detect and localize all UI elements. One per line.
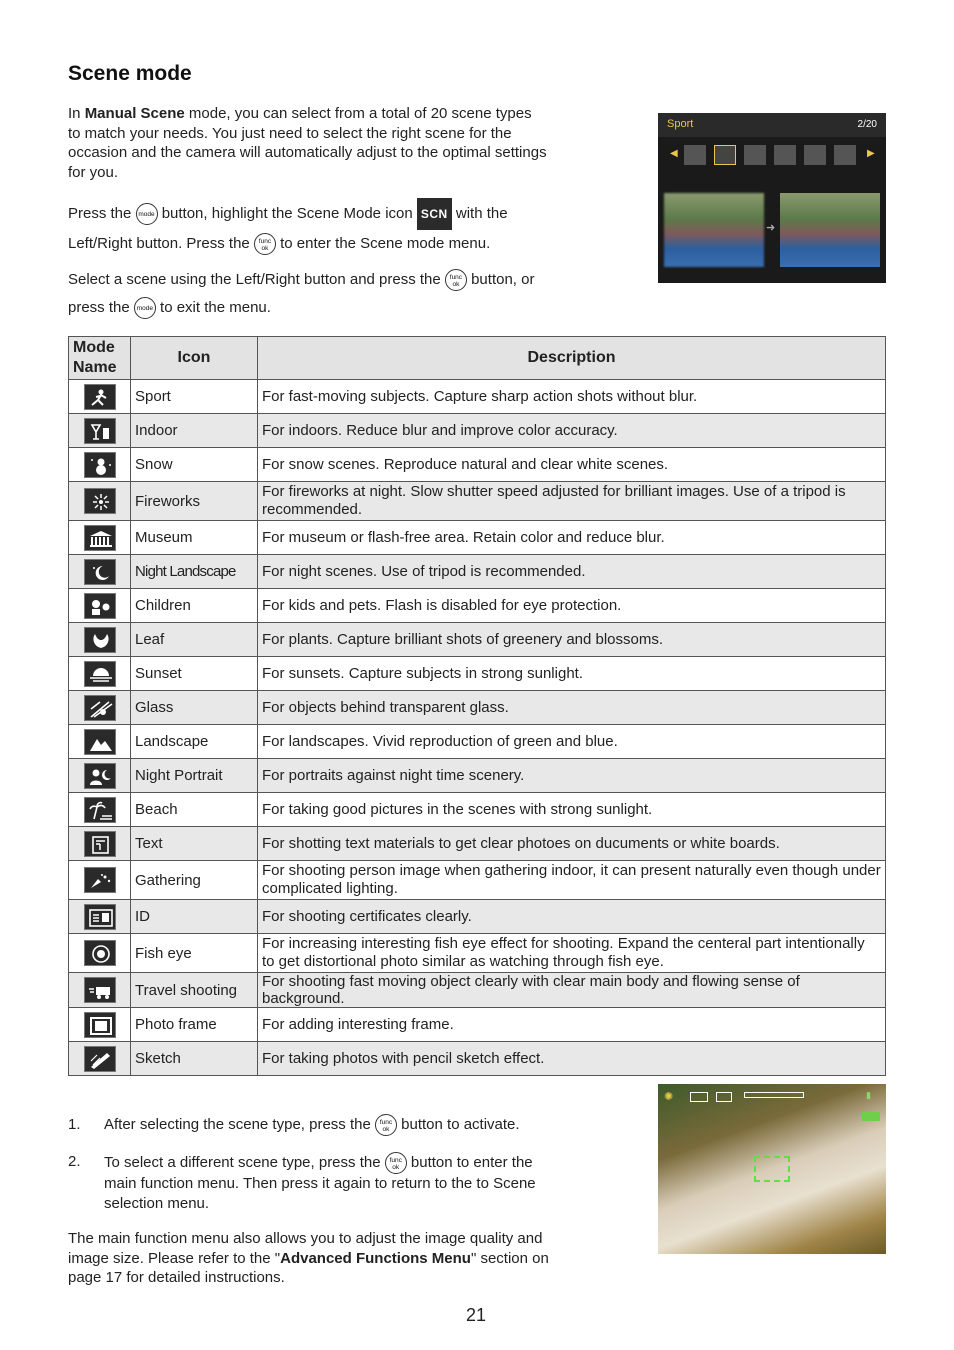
mode-button-icon: mode [134, 297, 156, 319]
icon-cell [69, 448, 131, 482]
mode-name: Photo frame [131, 1008, 258, 1042]
icon-cell [69, 934, 131, 973]
table-row [69, 414, 886, 448]
mode-description: For plants. Capture brilliant shots of greenery and blossoms. [258, 623, 886, 657]
scene-thumb-icon [834, 145, 856, 165]
scene-thumb-selected-icon [714, 145, 736, 165]
mode-name: Night Portrait [131, 759, 258, 793]
indoor-icon [84, 418, 116, 444]
icon-cell [69, 827, 131, 861]
battery-icon [862, 1112, 880, 1121]
table-row [69, 1042, 886, 1076]
func-ok-button-icon: func ok [254, 233, 276, 255]
mode-button-icon: mode [136, 203, 158, 225]
leaf-icon [84, 627, 116, 653]
icon-cell [69, 900, 131, 934]
camera-scene-screen [658, 113, 886, 283]
step-item: 2. To select a different scene type, press the func ok button to enter the main function menu. Then press it again to return to the to Scene selection menu. [68, 1153, 536, 1212]
focus-icon [690, 1092, 708, 1102]
table-row [69, 759, 886, 793]
mode-description: For museum or flash-free area. Retain color and reduce blur. [258, 521, 886, 555]
icon-cell [69, 793, 131, 827]
mode-description: For shooting fast moving object clearly with clear main body and flowing sense of background. [258, 973, 886, 1008]
mode-description: For landscapes. Vivid reproduction of green and blue. [258, 725, 886, 759]
fireworks-icon [84, 488, 116, 514]
arrow-right-icon: ➜ [766, 222, 776, 234]
header-description: Description [258, 337, 886, 380]
mode-name: Leaf [131, 623, 258, 657]
icon-cell [69, 691, 131, 725]
shot-count-icon: ▮ [866, 1090, 871, 1100]
mode-name: Gathering [131, 861, 258, 900]
mode-name: Sunset [131, 657, 258, 691]
mode-description: For taking good pictures in the scenes with strong sunlight. [258, 793, 886, 827]
scene-mode-table [68, 336, 886, 1076]
icon-cell [69, 725, 131, 759]
museum-icon [84, 525, 116, 551]
table-row [69, 934, 886, 973]
text-icon [84, 831, 116, 857]
table-row [69, 900, 886, 934]
table-row [69, 448, 886, 482]
sunset-icon [84, 661, 116, 687]
steps-list [68, 1112, 564, 1232]
sport-icon [84, 384, 116, 410]
mode-description: For objects behind transparent glass. [258, 691, 886, 725]
mode-description: For sunsets. Capture subjects in strong sunlight. [258, 657, 886, 691]
mode-description: For snow scenes. Reproduce natural and clear white scenes. [258, 448, 886, 482]
page-title: Scene mode [68, 62, 192, 85]
mode-name: Night Landscape [131, 555, 258, 589]
step-item: 1. After selecting the scene type, press the func ok button to activate. [68, 1112, 564, 1138]
mode-name: Museum [131, 521, 258, 555]
intro-paragraph: In Manual Scene mode, you can select from a total of 20 scene types to match your needs. You just need to select the right scene for the occasion and the camera will automatically adjust to the optimal settings for you. [68, 105, 547, 181]
beach-icon [84, 797, 116, 823]
mode-description: For taking photos with pencil sketch effect. [258, 1042, 886, 1076]
icon-cell [69, 973, 131, 1008]
scene-thumb-icon [774, 145, 796, 165]
icon-cell [69, 482, 131, 521]
icon-cell [69, 1008, 131, 1042]
camera-counter: 2/20 [857, 119, 877, 130]
icon-cell [69, 414, 131, 448]
landscape-icon [84, 729, 116, 755]
table-row [69, 623, 886, 657]
photo-frame-icon [84, 1012, 116, 1038]
instructions-paragraph-1: Press the mode button, highlight the Scene Mode icon SCN with the Left/Right button. Press the func ok to enter the Scene mode menu. [68, 198, 568, 258]
table-row [69, 827, 886, 861]
metering-icon [716, 1092, 732, 1102]
page-number: 21 [466, 1305, 487, 1325]
focus-frame [754, 1156, 790, 1182]
icon-cell [69, 1042, 131, 1076]
preview-after-image [780, 193, 880, 267]
scene-thumb-icon [804, 145, 826, 165]
table-row [69, 380, 886, 414]
mode-description: For increasing interesting fish eye effect for shooting. Expand the centeral part intentionally to get distortional photo similar as watching through fish eye. [258, 934, 886, 973]
mode-description: For portraits against night time scenery. [258, 759, 886, 793]
mode-name: Fireworks [131, 482, 258, 521]
header-mode-name: Mode Name [69, 337, 131, 380]
left-arrow-icon: ◀ [670, 148, 678, 159]
table-row [69, 555, 886, 589]
mode-description: For shooting certificates clearly. [258, 900, 886, 934]
gathering-icon [84, 867, 116, 893]
mode-description: For fast-moving subjects. Capture sharp action shots without blur. [258, 380, 886, 414]
table-row [69, 973, 886, 1008]
mode-name: ID [131, 900, 258, 934]
table-row [69, 793, 886, 827]
camera-mode-label: Sport [667, 118, 694, 130]
table-row [69, 691, 886, 725]
table-row [69, 521, 886, 555]
table-row [69, 861, 886, 900]
mode-name: Glass [131, 691, 258, 725]
sketch-icon [84, 1046, 116, 1072]
night-portrait-icon [84, 763, 116, 789]
icon-cell [69, 759, 131, 793]
flash-icon: ✺ [664, 1091, 674, 1103]
mode-name: Beach [131, 793, 258, 827]
id-icon [84, 904, 116, 930]
scene-thumb-icon [744, 145, 766, 165]
fish-eye-icon [84, 940, 116, 966]
children-icon [84, 593, 116, 619]
mode-description: For shooting person image when gathering indoor, it can present naturally even though under complicated lighting. [258, 861, 886, 900]
night-landscape-icon [84, 559, 116, 585]
mode-name: Indoor [131, 414, 258, 448]
mode-description: For night scenes. Use of tripod is recommended. [258, 555, 886, 589]
mode-name: Travel shooting [131, 973, 258, 1008]
mode-name: Fish eye [131, 934, 258, 973]
right-arrow-icon: ▶ [867, 148, 875, 159]
mode-name: Text [131, 827, 258, 861]
mode-name: Sport [131, 380, 258, 414]
icon-cell [69, 657, 131, 691]
camera-preview-image [658, 1084, 886, 1254]
icon-cell [69, 380, 131, 414]
preview-before-image [664, 193, 764, 267]
func-ok-button-icon: func ok [445, 269, 467, 291]
snow-icon [84, 452, 116, 478]
header-icon: Icon [131, 337, 258, 380]
instructions-paragraph-2: Select a scene using the Left/Right button and press the func ok button, or press the mode to exit the menu. [68, 266, 628, 322]
travel-shooting-icon [84, 977, 116, 1003]
mode-description: For indoors. Reduce blur and improve color accuracy. [258, 414, 886, 448]
table-row [69, 1008, 886, 1042]
glass-icon [84, 695, 116, 721]
scene-thumb-icon [684, 145, 706, 165]
icon-cell [69, 861, 131, 900]
scn-icon: SCN [417, 198, 452, 230]
table-row [69, 482, 886, 521]
mode-description: For fireworks at night. Slow shutter speed adjusted for brilliant images. Use of a tripod is recommended. [258, 482, 886, 521]
mode-name: Children [131, 589, 258, 623]
mode-name: Landscape [131, 725, 258, 759]
table-row [69, 589, 886, 623]
mode-description: For adding interesting frame. [258, 1008, 886, 1042]
mode-description: For kids and pets. Flash is disabled for eye protection. [258, 589, 886, 623]
mode-name: Snow [131, 448, 258, 482]
table-row [69, 725, 886, 759]
func-ok-button-icon: func ok [375, 1114, 397, 1136]
icon-cell [69, 521, 131, 555]
footer-note: The main function menu also allows you to adjust the image quality and image size. Please refer to the "Advanced Functions Menu" section on page 17 for detailed instructions. [68, 1230, 549, 1286]
icon-cell [69, 555, 131, 589]
mode-description: For shotting text materials to get clear photoes on ducuments or white boards. [258, 827, 886, 861]
icon-cell [69, 589, 131, 623]
icon-cell [69, 623, 131, 657]
table-row [69, 657, 886, 691]
func-ok-button-icon: func ok [385, 1152, 407, 1174]
mode-name: Sketch [131, 1042, 258, 1076]
zoom-bar [744, 1092, 804, 1098]
